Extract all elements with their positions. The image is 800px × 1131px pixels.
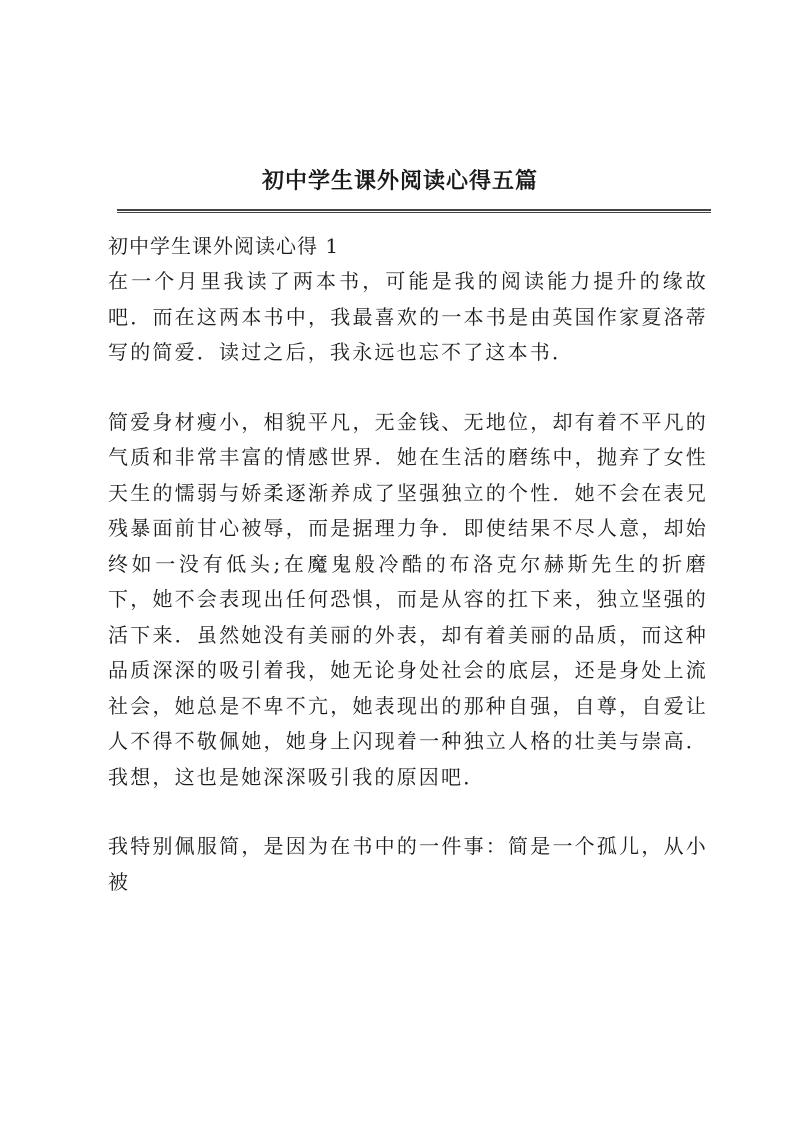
- document-title: 初中学生课外阅读心得五篇: [261, 168, 538, 194]
- document-body: [108, 229, 708, 900]
- paragraph-2: 简爱身材瘦小，相貌平凡，无金钱、无地位，却有着不平凡的气质和非常丰富的情感世界．她在生活的磨练中，抛弃了女性天生的懦弱与娇柔逐渐养成了坚强独立的个性．她不会在表兄残暴面前甘心被辱，而是据理力争．即使结果不尽人意，却始终如一没有低头;在魔鬼般冷酷的布洛克尔赫斯先生的折磨下，她不会表现出任何恐惧，而是从容的扛下来，独立坚强的活下来．虽然她没有美丽的外表，却有着美丽的品质，而这种品质深深的吸引着我，她无论身处社会的底层，还是身处上流社会，她总是不卑不亢，她表现出的那种自强，自尊，自爱让人不得不敬佩她，她身上闪现着一种独立人格的壮美与崇高．我想，这也是她深深吸引我的原因吧．: [108, 409, 708, 789]
- title-divider: [117, 209, 711, 213]
- section-heading: 初中学生课外阅读心得 1: [108, 234, 340, 258]
- paragraph-3: 我特别佩服简，是因为在书中的一件事：简是一个孤儿，从小被: [108, 834, 708, 894]
- paragraph-1: 在一个月里我读了两本书，可能是我的阅读能力提升的缘故吧．而在这两本书中，我最喜欢的一本书是由英国作家夏洛蒂写的简爱．读过之后，我永远也忘不了这本书．: [108, 269, 708, 364]
